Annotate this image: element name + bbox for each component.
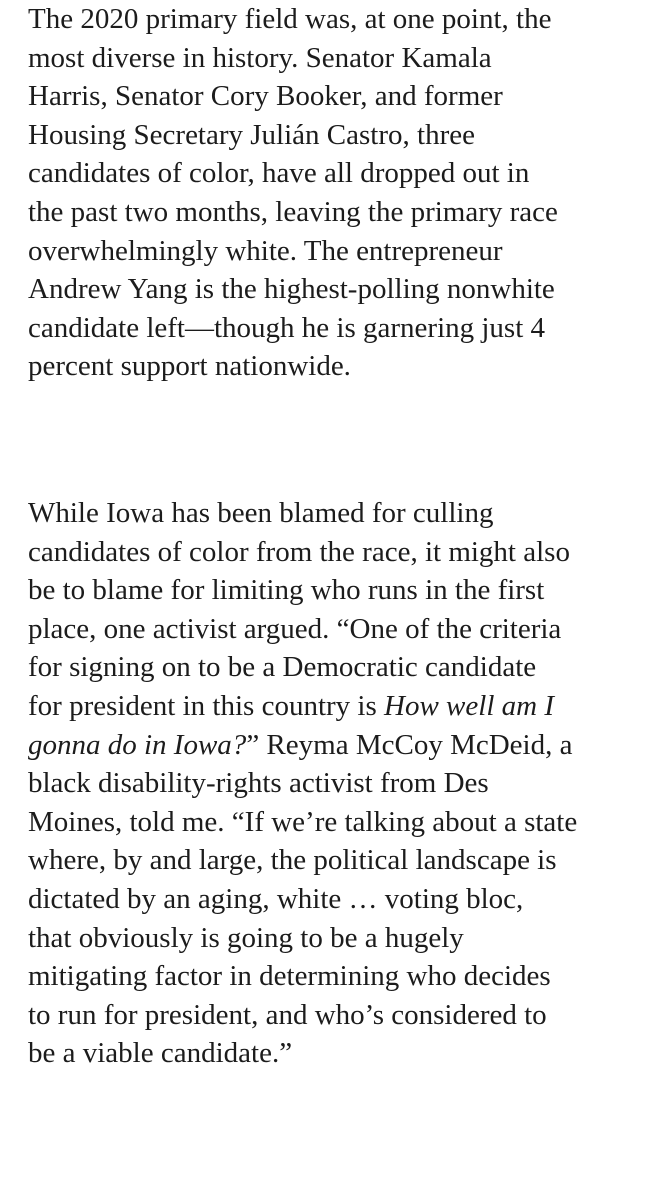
text-line: Andrew Yang is the highest-polling nonwhite [28,273,555,306]
text-line-plain: for president in this country is [28,689,385,722]
text-line: Housing Secretary Julián Castro, three [28,118,475,151]
quoted-question-part-2: gonna do in Iowa? [28,728,247,761]
text-line: Moines, told me. “If we’re talking about a state [28,805,578,838]
paragraph-2 [28,494,577,1073]
text-line: the past two months, leaving the primary race [28,195,558,228]
text-line: dictated by an aging, white … voting bloc, [28,882,524,915]
text-line: for signing on to be a Democratic candidate [28,651,537,684]
text-line: to run for president, and who’s considered to [28,998,547,1031]
text-line: where, by and large, the political landscape is [28,844,557,877]
text-line: Harris, Senator Cory Booker, and former [28,80,503,113]
text-line: most diverse in history. Senator Kamala [28,41,492,74]
text-line: black disability-rights activist from Des [28,767,489,800]
quoted-question-part-1: How well am I [384,689,554,722]
text-line: The 2020 primary field was, at one point, the [28,3,552,35]
paragraph-1 [28,0,558,386]
text-line: place, one activist argued. “One of the criteria [28,612,562,645]
text-line: overwhelmingly white. The entrepreneur [28,234,503,267]
text-line: mitigating factor in determining who decides [28,960,551,993]
text-line: be a viable candidate.” [28,1037,293,1070]
text-line [28,726,577,765]
text-line: While Iowa has been blamed for culling [28,497,494,529]
text-line: candidates of color, have all dropped out in [28,157,530,190]
text-line: candidate left—though he is garnering just 4 [28,311,546,344]
text-line: that obviously is going to be a hugely [28,921,464,954]
text-line: percent support nationwide. [28,350,351,383]
text-line: candidates of color from the race, it might also [28,535,570,568]
text-line-plain: ” Reyma McCoy McDeid, a [246,728,573,761]
text-line: be to blame for limiting who runs in the first [28,574,545,607]
text-line [28,687,577,726]
